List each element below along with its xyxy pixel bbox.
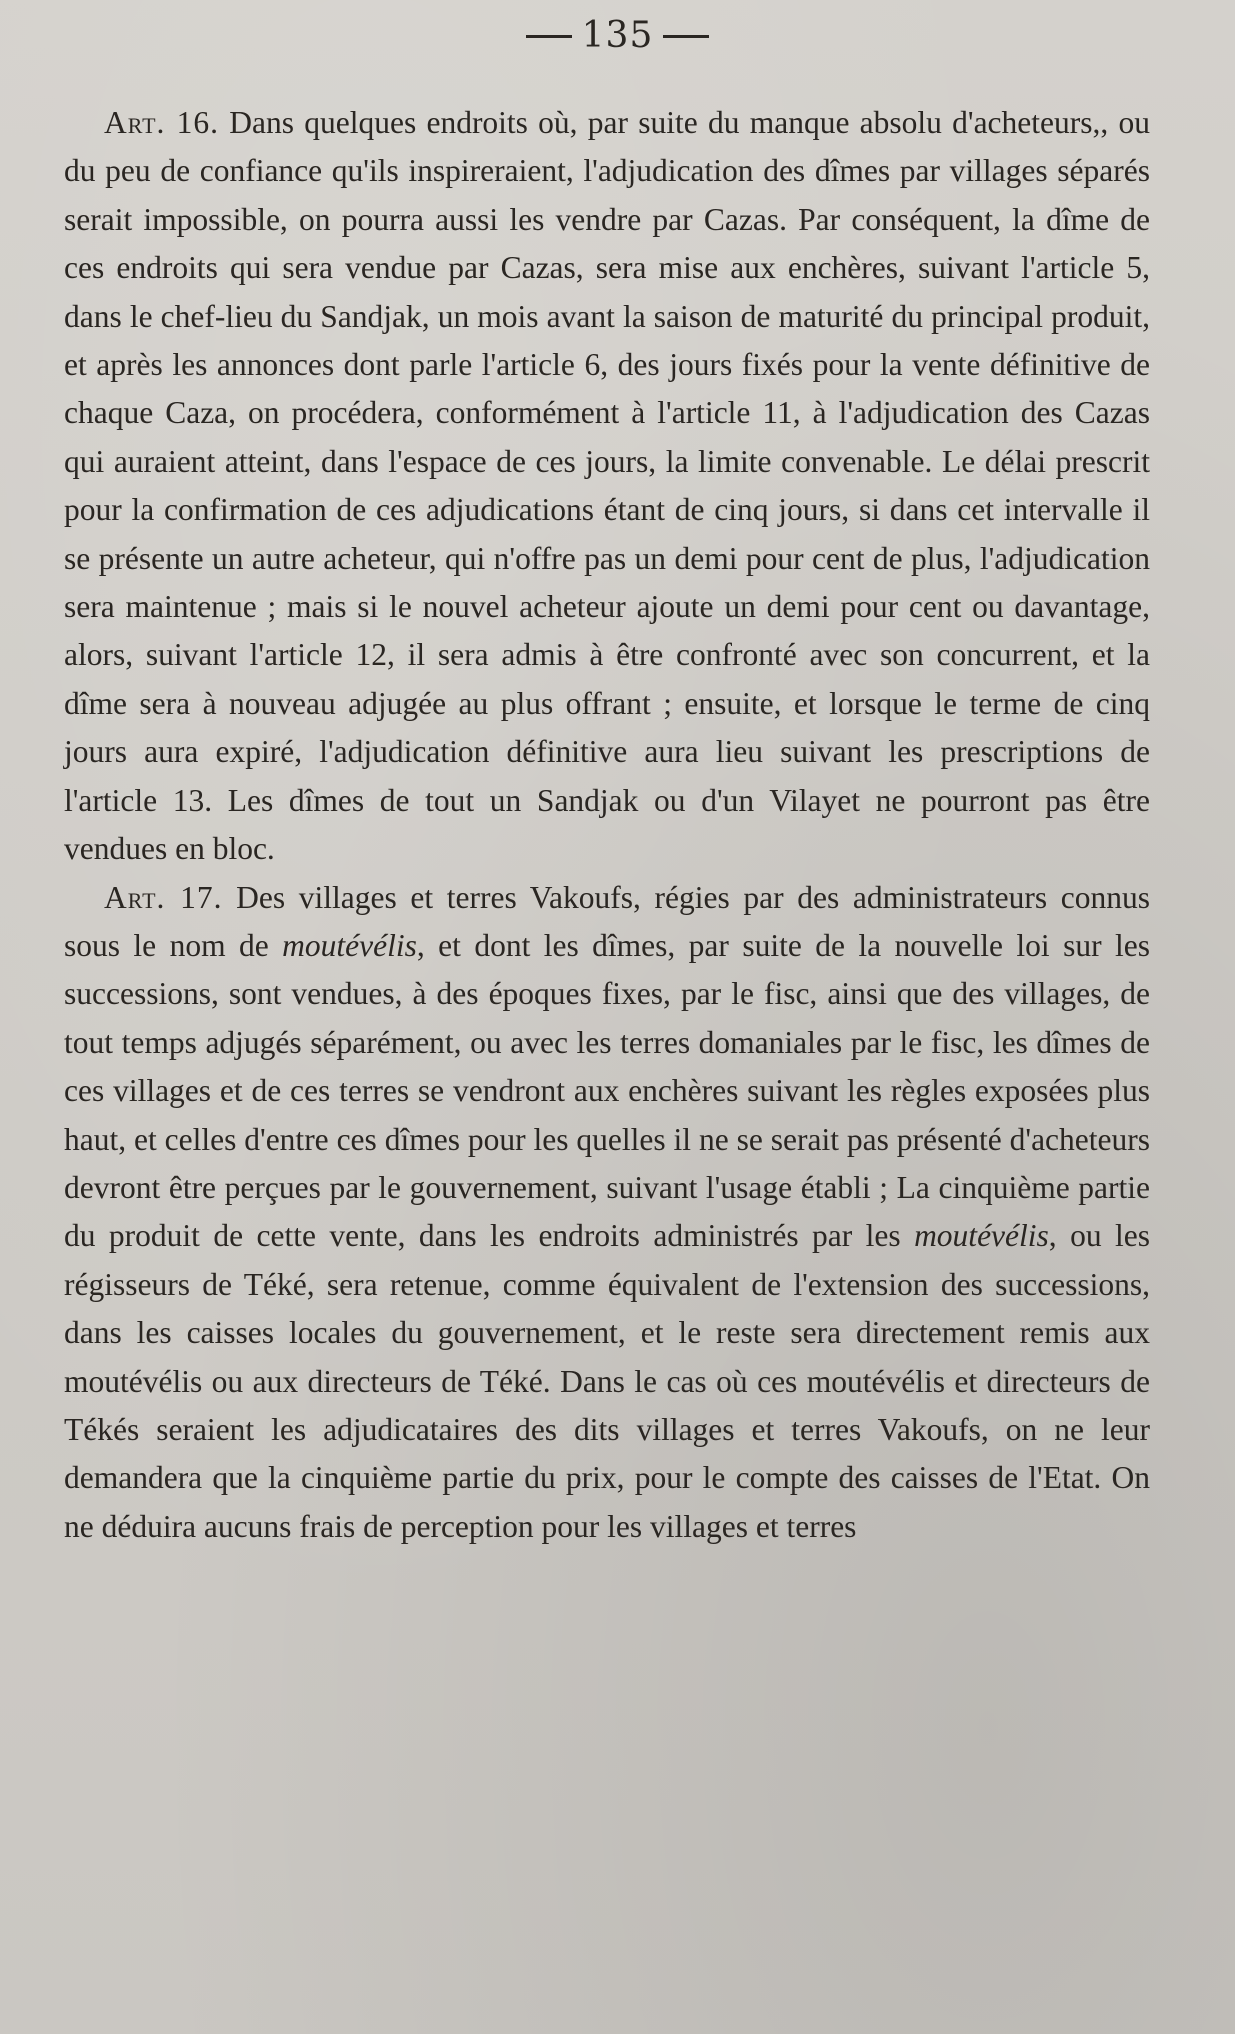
term-moutevelis: moutévélis — [914, 1218, 1049, 1254]
article-17-label: Art. 17. — [104, 879, 223, 915]
article-16-label: Art. 16. — [104, 105, 220, 140]
right-dash-ornament — [663, 35, 709, 38]
article-17-text-part-2: , et dont les dîmes, par suite de la nouvelle loi sur les successions, sont vendues, à des époques fixes, par le fisc, ainsi que des villages, de tout temps adjugés séparément, ou avec les terres domaniales par le fisc, les dîmes de ces villages et de ces terres se vendront aux enchères suivant les règles exposées plus haut, et celles d'entre ces dîmes pour les quelles il ne se serait pas présenté d'acheteurs devront être perçues par le gouvernement, suivant l'usage établi ; La cinquième partie du produit de cette vente, dans les endroits administrés par les — [64, 927, 1150, 1254]
article-16-paragraph — [64, 99, 1150, 874]
body-text — [64, 99, 1150, 1551]
page-number — [0, 12, 1235, 60]
article-17-text-part-3: , ou les régisseurs de Téké, sera retenue, comme équivalent de l'extension des successions, dans les caisses locales du gouvernement, et le reste sera directement remis aux moutévélis ou aux directeurs de Téké. Dans le cas où ces moutévélis et directeurs de Tékés seraient les adjudicataires des dits villages et terres Vakoufs, on ne leur demandera que la cinquième partie du prix, pour le compte des caisses de l'Etat. On ne déduira aucuns frais de perception pour les villages et terres — [64, 1218, 1150, 1544]
article-16-text: Dans quelques endroits où, par suite du manque absolu d'acheteurs,, ou du peu de confiance qu'ils inspireraient, l'adjudication des dîmes par villages séparés serait impossible, on pourra aussi les vendre par Cazas. Par conséquent, la dîme de ces endroits qui sera vendue par Cazas, sera mise aux enchères, suivant l'article 5, dans le chef-lieu du Sandjak, un mois avant la saison de maturité du principal produit, et après les annonces dont parle l'article 6, des jours fixés pour la vente définitive de chaque Caza, on procédera, conformément à l'article 11, à l'adjudication des Cazas qui auraient atteint, dans l'espace de ces jours, la limite convenable. Le délai prescrit pour la confirmation de ces adjudications étant de cinq jours, si dans cet intervalle il se présente un autre acheteur, qui n'offre pas un demi pour cent de plus, l'adjudication sera maintenue ; mais si le nouvel acheteur ajoute un demi pour cent ou davantage, alors, suivant l'article 12, il sera admis à être confronté avec son concurrent, et la dîme sera à nouveau adjugée au plus offrant ; ensuite, et lorsque le terme de cinq jours aura expiré, l'adjudication définitive aura lieu suivant les prescriptions de l'article 13. Les dîmes de tout un Sandjak ou d'un Vilayet ne pourront pas être vendues en bloc. — [64, 105, 1150, 867]
left-dash-ornament — [526, 35, 572, 38]
term-moutevelis: moutévélis — [282, 927, 417, 963]
page-number-value: 135 — [581, 15, 654, 56]
article-17-paragraph — [64, 874, 1150, 1552]
article-17-text-part-1: Des villages et terres Vakoufs, régies par des administrateurs connus sous le nom de — [64, 879, 1150, 963]
